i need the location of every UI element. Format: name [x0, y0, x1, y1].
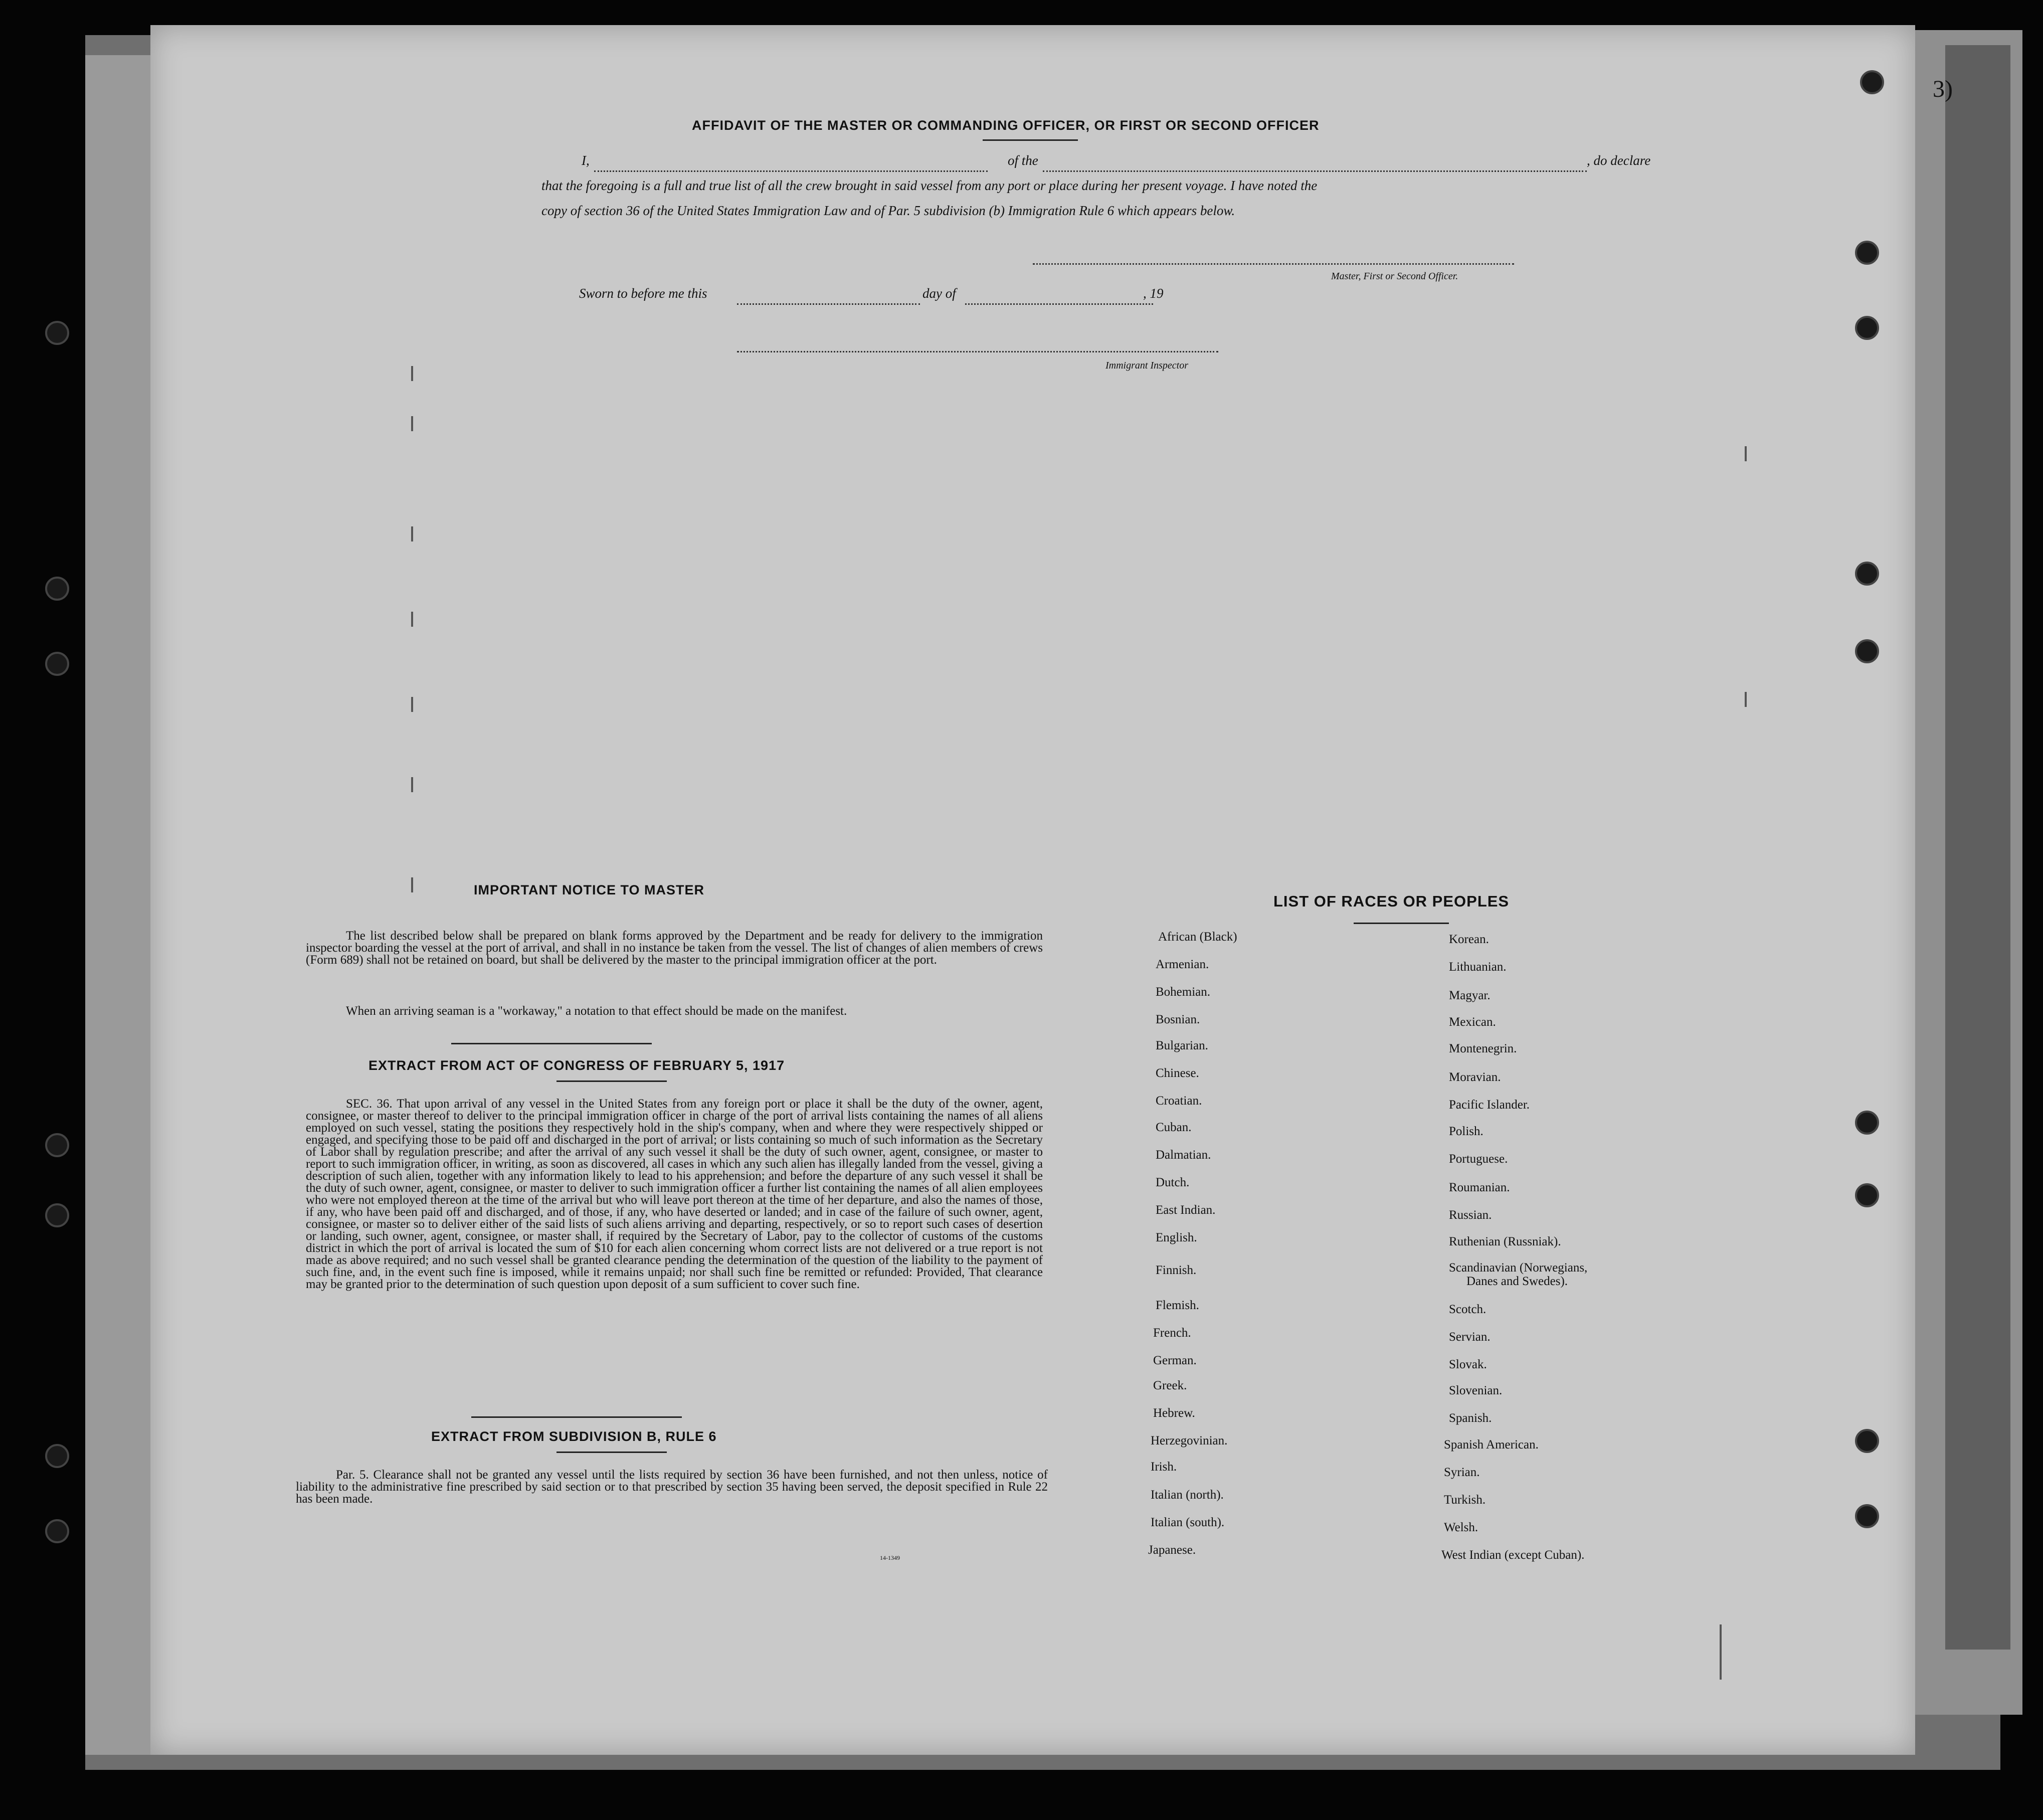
race-item: Slovak. — [1449, 1358, 1487, 1371]
race-item: West Indian (except Cuban). — [1441, 1548, 1585, 1562]
race-item: Italian (south). — [1151, 1516, 1225, 1529]
section-rule — [471, 1416, 682, 1418]
show-through-mark — [411, 612, 413, 627]
binder-hole — [1860, 70, 1884, 94]
show-through-mark — [1745, 692, 1747, 707]
race-item: Scandinavian (Norwegians, — [1449, 1261, 1588, 1275]
race-item: Bulgarian. — [1156, 1039, 1208, 1052]
race-item: Japanese. — [1148, 1543, 1196, 1557]
race-item: Scotch. — [1449, 1303, 1487, 1316]
race-item: Danes and Swedes). — [1466, 1275, 1568, 1288]
binder-hole — [1855, 1111, 1879, 1135]
show-through-mark — [411, 366, 413, 381]
binder-hole — [1855, 316, 1879, 340]
show-through-mark — [411, 877, 413, 892]
race-item: Dutch. — [1156, 1176, 1190, 1189]
day-blank — [737, 303, 920, 305]
show-through-mark — [1745, 446, 1747, 461]
binder-hole — [45, 1444, 69, 1468]
race-item: Montenegrin. — [1449, 1042, 1517, 1055]
show-through-mark — [411, 697, 413, 712]
title-rule — [983, 139, 1078, 141]
show-through-mark — [411, 416, 413, 431]
race-item: Flemish. — [1156, 1299, 1199, 1312]
binder-hole — [45, 1519, 69, 1543]
day-of-text: day of — [922, 286, 956, 301]
race-item: Syrian. — [1444, 1466, 1480, 1479]
inspector-signature-line — [737, 351, 1218, 352]
race-item: Slovenian. — [1449, 1384, 1503, 1397]
notice-para1: The list described below shall be prepared on blank forms approved by the Department and be ready for delivery to the immigration inspector boarding the vessel at the port of arrival, and shall in no instance be taken from the vessel. The list of changes of alien members of crews (Form 689) shall not be retained on board, but shall be delivered by the master to the principal immigration officer at the port. — [306, 929, 1043, 967]
binder-hole — [45, 652, 69, 676]
section-rule — [1354, 923, 1449, 924]
race-item: East Indian. — [1156, 1203, 1216, 1217]
back-sheet-right-dark — [1945, 45, 2010, 1650]
race-item: Croatian. — [1156, 1094, 1202, 1108]
race-item: Irish. — [1151, 1460, 1177, 1474]
binder-hole — [45, 321, 69, 345]
race-item: Herzegovinian. — [1151, 1434, 1228, 1447]
race-item: Portuguese. — [1449, 1152, 1508, 1166]
race-item: Welsh. — [1444, 1521, 1478, 1534]
binder-hole — [1855, 1504, 1879, 1528]
sworn-text: Sworn to before me this — [579, 286, 707, 301]
master-signature-line — [1033, 263, 1514, 265]
name-blank — [594, 170, 988, 172]
month-blank — [965, 303, 1153, 305]
show-through-mark — [411, 526, 413, 541]
races-title: LIST OF RACES OR PEOPLES — [1273, 892, 1510, 910]
affidavit-of: of the — [1008, 153, 1038, 168]
binder-hole — [45, 1133, 69, 1157]
race-item: Lithuanian. — [1449, 960, 1507, 974]
binder-hole — [1855, 1183, 1879, 1207]
race-item: Russian. — [1449, 1208, 1492, 1222]
race-item: Servian. — [1449, 1330, 1491, 1344]
race-item: Bohemian. — [1156, 985, 1211, 999]
affidavit-line2: that the foregoing is a full and true list of all the crew brought in said vessel from any port or place during her present voyage. I have noted the — [541, 178, 1318, 193]
race-item: Armenian. — [1156, 958, 1209, 971]
affidavit-title: AFFIDAVIT OF THE MASTER OR COMMANDING OFFICER, OR FIRST OR SECOND OFFICER — [692, 118, 1320, 133]
section-rule — [556, 1080, 667, 1082]
race-item: African (Black) — [1158, 930, 1237, 944]
extract-rule-title: EXTRACT FROM SUBDIVISION B, RULE 6 — [431, 1429, 717, 1444]
inspector-label: Immigrant Inspector — [1105, 360, 1188, 371]
affidavit-line3: copy of section 36 of the United States Immigration Law and of Par. 5 subdivision (b) Immigration Rule 6 which appears below. — [541, 203, 1235, 218]
section-rule — [451, 1043, 652, 1044]
race-item: Cuban. — [1156, 1121, 1192, 1134]
race-item: German. — [1153, 1354, 1197, 1367]
binder-hole — [1855, 1429, 1879, 1453]
section-rule — [556, 1451, 667, 1453]
race-item: Italian (north). — [1151, 1488, 1224, 1502]
notice-para2: When an arriving seaman is a "workaway," a notation to that effect should be made on the manifest. — [346, 1004, 847, 1018]
race-item: Roumanian. — [1449, 1181, 1510, 1194]
race-item: Polish. — [1449, 1125, 1483, 1138]
year-text: , 19 — [1143, 286, 1164, 301]
binder-hole — [1855, 562, 1879, 586]
race-item: Magyar. — [1449, 989, 1491, 1002]
show-through-mark — [1720, 1624, 1722, 1680]
race-item: Greek. — [1153, 1379, 1187, 1392]
race-item: Korean. — [1449, 933, 1489, 946]
race-item: Mexican. — [1449, 1015, 1496, 1029]
race-item: Moravian. — [1449, 1070, 1501, 1084]
affidavit-i: I, — [582, 153, 590, 168]
race-item: Pacific Islander. — [1449, 1098, 1530, 1112]
document-page — [150, 25, 1915, 1755]
master-label: Master, First or Second Officer. — [1331, 271, 1458, 282]
extract-act-text: SEC. 36. That upon arrival of any vessel in the United States from any foreign port or place it shall be the duty of the owner, agent, consignee, or master thereof to deliver to the principal immigration officer in charge of the port of arrival lists containing the names of all aliens employed on such vessel, stating the positions they respectively hold in the ship's company, when and where they were respectively shipped or engaged, and specifying those to be paid off and discharged in the port of arrival; or lists containing so much of such information as the Secretary of Labor shall by regulation prescribe; and after the arrival of any such vessel it shall be the duty of such owner, agent, consignee, or master to report to such immigration officer, in writing, as soon as discovered, all cases in which any such alien has illegally landed from the vessel, giving a description of such alien, together with any information likely to lead to his apprehension; and before the departure of any such vessel it shall be the duty of such owner, agent, consignee, or master to deliver to such immigration officer a further list containing the names of all alien employees who were not employed thereon at the time of the arrival but who will leave port thereon at the time of her departure, and also the names of those, if any, who have been paid off and discharged, and of those, if any, who have deserted or landed; and in case of the failure of such owner, agent, consignee, or master so to deliver either of the said lists of such aliens arriving and departing, respectively, or so to report such cases of desertion or landing, such owner, agent, consignee, or master shall, if required by the Secretary of Labor, pay to the collector of customs of the customs district in which the port of arrival is located the sum of $10 for each alien concerning whom correct lists are not delivered or a true report is not made as above required; and no such vessel shall be granted clearance pending the determination of the question of the liability to the payment of such fine, and, in the event such fine is imposed, while it remains unpaid; nor shall such fine be remitted or refunded: Provided, That clearance may be granted prior to the determination of such question upon deposit of a sum sufficient to cover such fine. — [306, 1097, 1043, 1291]
corner-number: 3) — [1933, 76, 1953, 102]
race-item: Hebrew. — [1153, 1406, 1195, 1420]
race-item: Turkish. — [1444, 1493, 1486, 1507]
race-item: French. — [1153, 1326, 1191, 1340]
extract-act-title: EXTRACT FROM ACT OF CONGRESS OF FEBRUARY 5, 1917 — [368, 1058, 785, 1073]
race-item: Finnish. — [1156, 1263, 1197, 1277]
race-item: Chinese. — [1156, 1066, 1199, 1080]
race-item: Spanish American. — [1444, 1438, 1539, 1451]
race-item: Bosnian. — [1156, 1013, 1200, 1026]
vessel-blank — [1043, 170, 1587, 172]
race-item: English. — [1156, 1231, 1197, 1244]
race-item: Spanish. — [1449, 1411, 1492, 1425]
race-item: Dalmatian. — [1156, 1148, 1211, 1162]
notice-title: IMPORTANT NOTICE TO MASTER — [474, 882, 704, 897]
affidavit-declare: , do declare — [1587, 153, 1651, 168]
binder-hole — [1855, 241, 1879, 265]
binder-hole — [45, 1203, 69, 1227]
form-number: 14-1349 — [880, 1554, 900, 1561]
binder-hole — [1855, 639, 1879, 663]
binder-hole — [45, 577, 69, 601]
race-item: Ruthenian (Russniak). — [1449, 1235, 1561, 1248]
show-through-mark — [411, 777, 413, 792]
extract-rule-text: Par. 5. Clearance shall not be granted any vessel until the lists required by section 36 have been furnished, and not then unless, notice of liability to the administrative fine prescribed by said section or to that prescribed by section 35 having been served, the deposit specified in Rule 22 has been made. — [296, 1468, 1048, 1506]
